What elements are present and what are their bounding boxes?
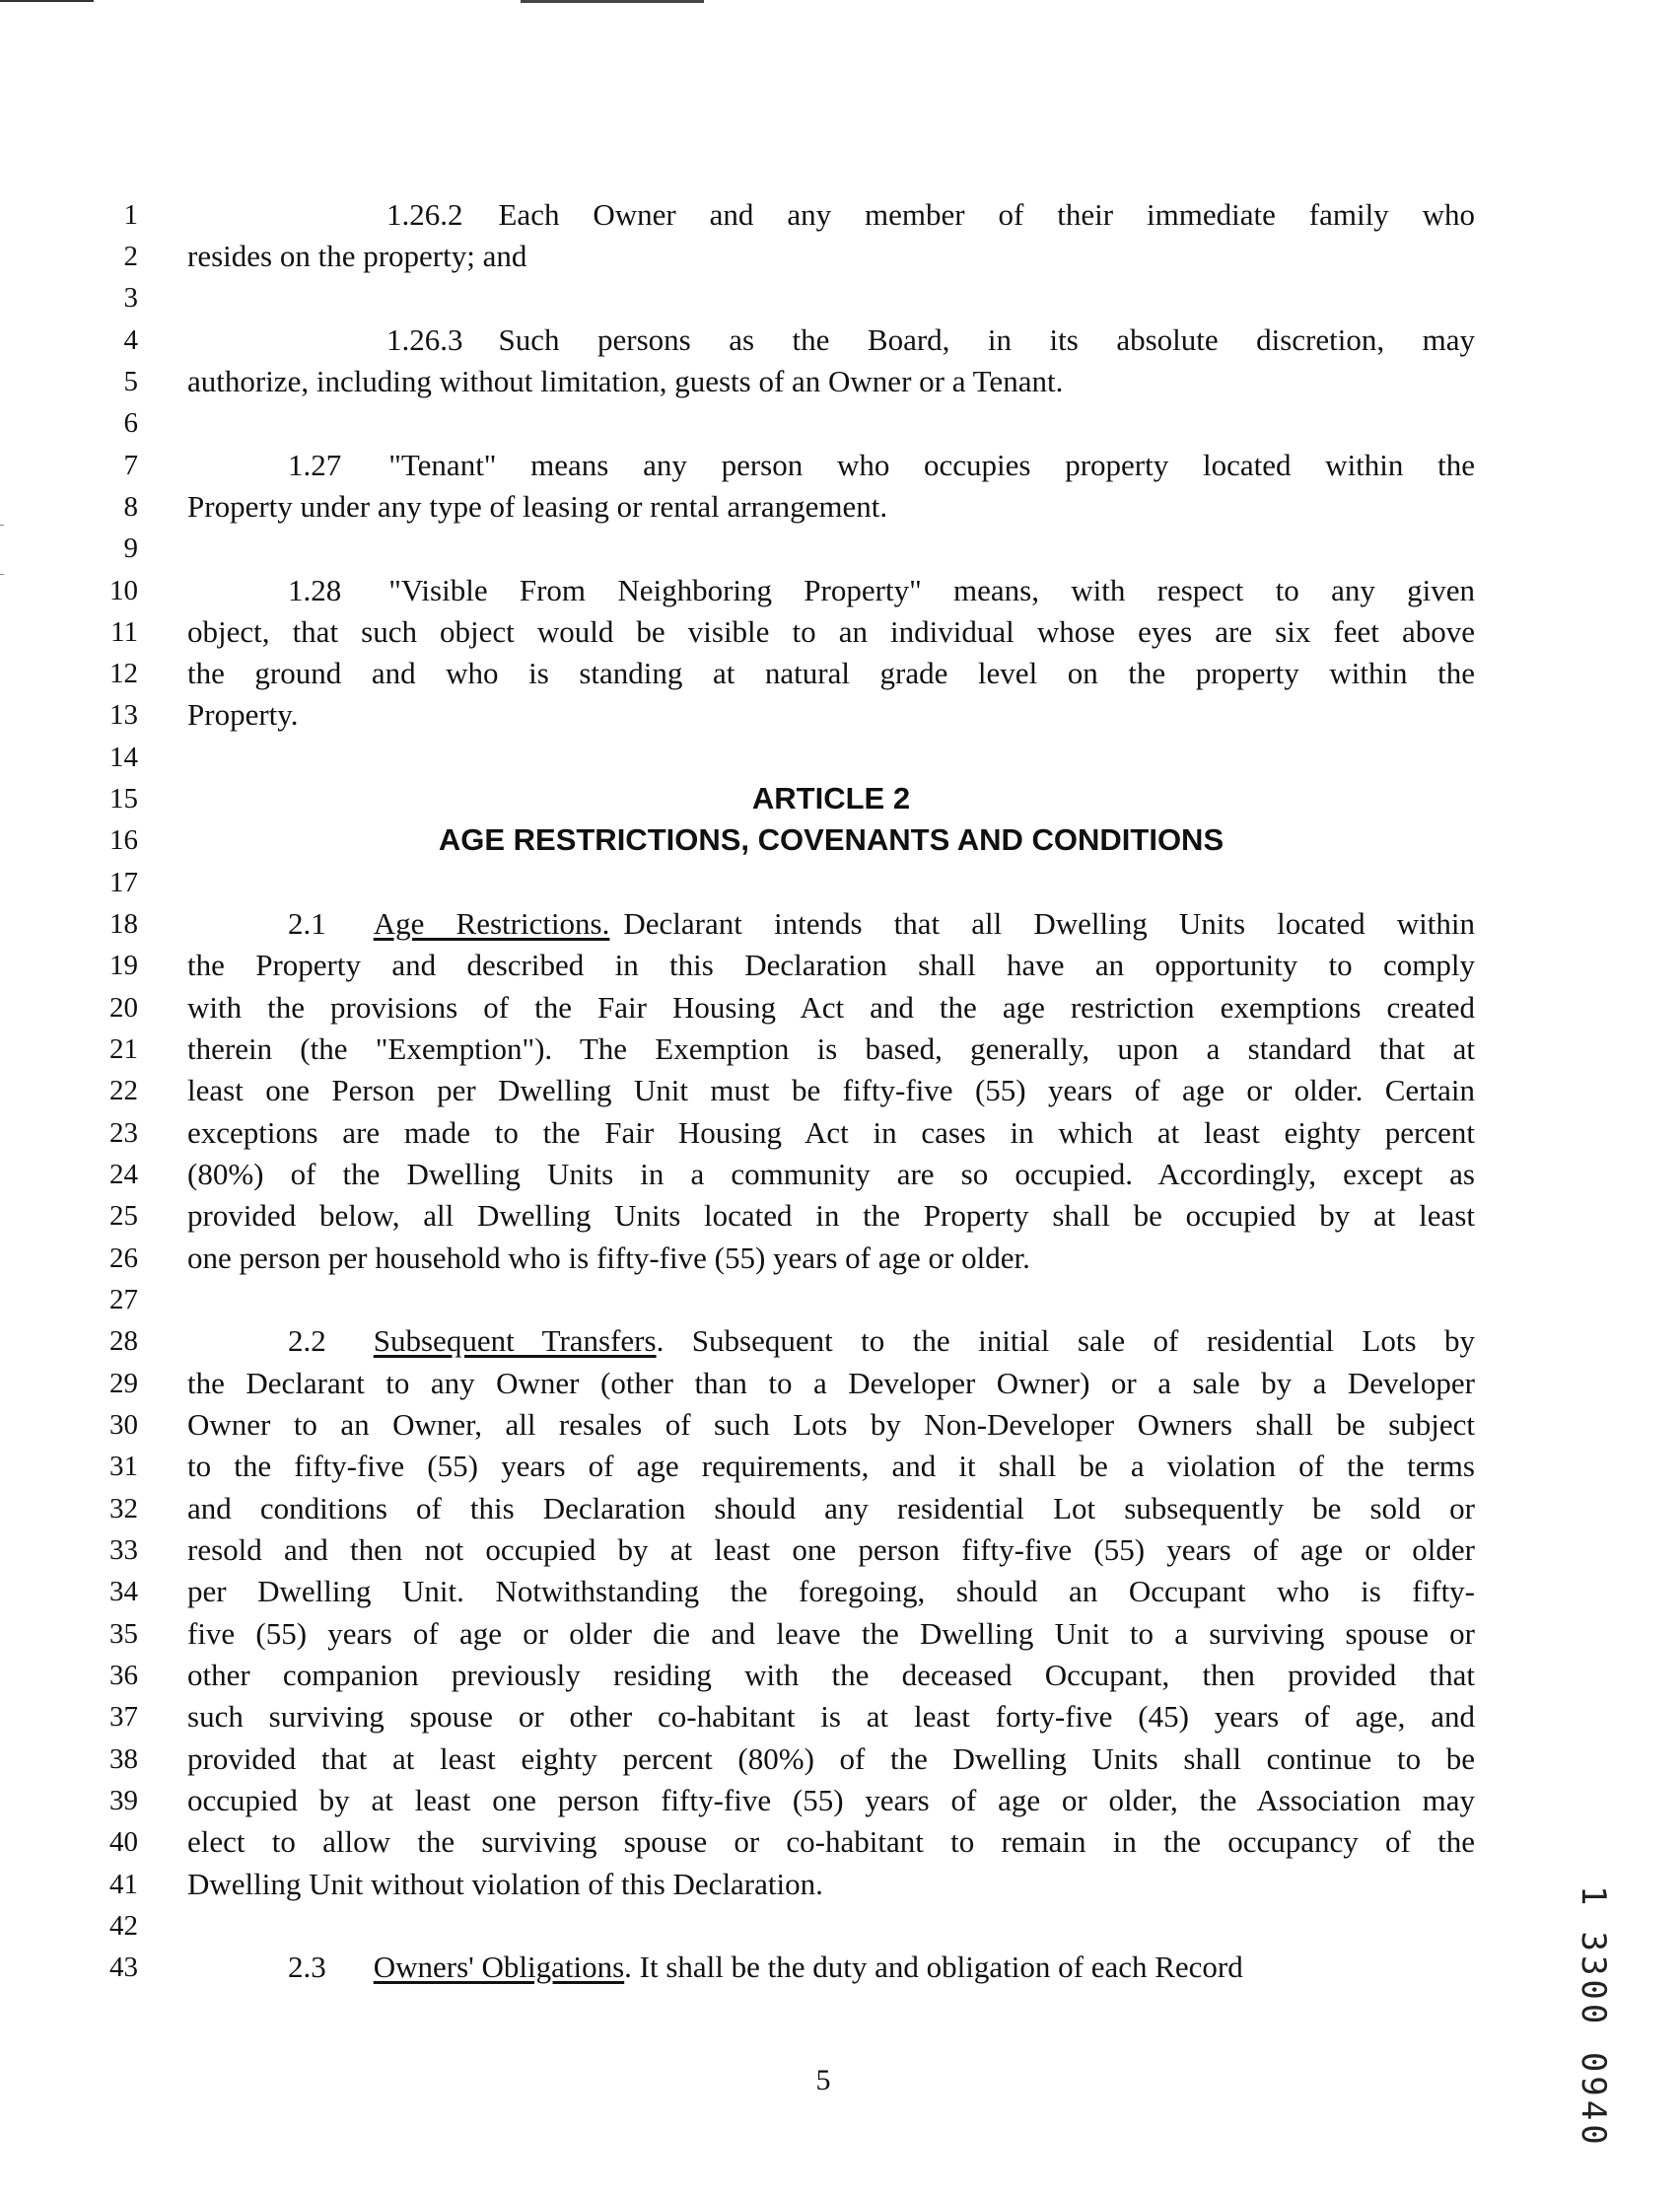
line-number: 14 <box>109 742 138 773</box>
article-heading: ARTICLE 2 <box>751 781 911 815</box>
text-line <box>288 570 1475 611</box>
line-number: 30 <box>109 1409 138 1441</box>
margin-tick <box>0 574 4 575</box>
line-number: 41 <box>109 1869 138 1900</box>
top-scan-mark <box>521 0 704 3</box>
section-title: Subsequent Transfers <box>373 1323 657 1358</box>
section-number: 2.2 <box>288 1323 326 1358</box>
text-line <box>288 1947 1422 1988</box>
line-number: 19 <box>109 950 138 981</box>
line-text: . Subsequent to the initial sale of residential Lots by <box>656 1323 1475 1358</box>
section-number: 2.3 <box>288 1950 326 1984</box>
line-number: 9 <box>123 532 138 564</box>
line-number: 12 <box>109 658 138 689</box>
text-line: Property. <box>187 697 299 732</box>
text-line <box>386 319 1475 361</box>
margin-tick <box>0 525 4 526</box>
text-line <box>288 903 1475 945</box>
line-number: 24 <box>109 1159 138 1190</box>
line-number: 17 <box>109 867 138 898</box>
line-number: 18 <box>109 908 138 940</box>
text-line: five (55) years of age or older die and leave the Dwelling Unit to a surviving spouse or <box>187 1616 1475 1651</box>
line-number: 20 <box>109 992 138 1024</box>
line-number: 40 <box>109 1826 138 1858</box>
line-text: . It shall be the duty and obligation of each Record <box>624 1950 1243 1984</box>
text-line: occupied by at least one person fifty-five (55) years of age or older, the Association may <box>187 1783 1475 1817</box>
line-text: Such persons as the Board, in its absolute discretion, may <box>498 322 1475 357</box>
line-text: Each Owner and any member of their immediate family who <box>498 197 1475 232</box>
line-number: 15 <box>109 783 138 815</box>
text-line: authorize, including without limitation, guests of an Owner or a Tenant. <box>187 364 1064 398</box>
text-line: the Declarant to any Owner (other than to a Developer Owner) or a sale by a Developer <box>187 1366 1475 1400</box>
line-number: 26 <box>109 1242 138 1274</box>
line-number: 42 <box>109 1910 138 1942</box>
text-line: therein (the "Exemption"). The Exemption is based, generally, upon a standard that at <box>187 1031 1475 1066</box>
line-number: 3 <box>123 282 138 314</box>
text-line: such surviving spouse or other co-habitant is at least forty-five (45) years of age, and <box>187 1699 1475 1734</box>
line-number: 35 <box>109 1618 138 1650</box>
section-number: 1.28 <box>288 573 342 607</box>
text-line: the ground and who is standing at natural grade level on the property within the <box>187 656 1475 690</box>
line-number: 8 <box>123 491 138 523</box>
top-edge-rule <box>0 0 94 2</box>
text-line: to the fifty-five (55) years of age requirements, and it shall be a violation of the terms <box>187 1449 1475 1483</box>
text-line: the Property and described in this Declaration shall have an opportunity to comply <box>187 948 1475 982</box>
line-text: Declarant intends that all Dwelling Units located within <box>623 906 1475 941</box>
line-number: 32 <box>109 1493 138 1524</box>
section-number: 1.26.3 <box>386 322 463 357</box>
text-line: resides on the property; and <box>187 239 527 273</box>
text-line <box>288 445 1475 486</box>
text-line <box>386 194 1475 236</box>
line-number: 7 <box>123 450 138 481</box>
page-number: 5 <box>815 2064 831 2096</box>
text-line: provided below, all Dwelling Units located in the Property shall be occupied by at least <box>187 1198 1475 1233</box>
text-line: Property under any type of leasing or rental arrangement. <box>187 489 888 524</box>
text-line: exceptions are made to the Fair Housing Act in cases in which at least eighty percent <box>187 1115 1475 1150</box>
line-number: 36 <box>109 1660 138 1691</box>
line-number: 11 <box>110 616 138 648</box>
line-number: 34 <box>109 1576 138 1607</box>
line-text: "Visible From Neighboring Property" means, with respect to any given <box>388 573 1475 607</box>
line-number: 13 <box>109 699 138 731</box>
text-line <box>288 1320 1475 1362</box>
text-line: Owner to an Owner, all resales of such Lots by Non-Developer Owners shall be subject <box>187 1407 1475 1442</box>
article-title: AGE RESTRICTIONS, COVENANTS AND CONDITIONS <box>438 822 1225 857</box>
section-number: 2.1 <box>288 906 326 941</box>
line-number: 33 <box>109 1534 138 1566</box>
line-number: 16 <box>109 824 138 856</box>
line-number: 1 <box>123 199 138 231</box>
text-line: resold and then not occupied by at least one person fifty-five (55) years of age or older <box>187 1532 1475 1567</box>
text-line: per Dwelling Unit. Notwithstanding the foregoing, should an Occupant who is fifty- <box>187 1574 1475 1608</box>
line-number: 31 <box>109 1451 138 1482</box>
text-line: with the provisions of the Fair Housing Act and the age restriction exemptions created <box>187 990 1475 1025</box>
line-number: 23 <box>109 1117 138 1149</box>
line-number: 4 <box>123 324 138 356</box>
section-number: 1.27 <box>288 448 342 482</box>
text-line: (80%) of the Dwelling Units in a community are so occupied. Accordingly, except as <box>187 1157 1475 1191</box>
line-number: 21 <box>109 1033 138 1065</box>
stamp-prefix: 1 <box>1574 1885 1613 1910</box>
line-number: 27 <box>109 1284 138 1315</box>
text-line: Dwelling Unit without violation of this Declaration. <box>187 1867 823 1901</box>
line-number: 25 <box>109 1200 138 1232</box>
line-number: 10 <box>109 575 138 606</box>
line-number: 5 <box>123 366 138 397</box>
text-line: and conditions of this Declaration should any residential Lot subsequently be sold or <box>187 1491 1475 1525</box>
section-number: 1.26.2 <box>386 197 463 232</box>
line-number: 2 <box>123 241 138 272</box>
text-line: least one Person per Dwelling Unit must be fifty-five (55) years of age or older. Certain <box>187 1073 1475 1107</box>
text-line: one person per household who is fifty-five (55) years of age or older. <box>187 1241 1030 1275</box>
line-number: 6 <box>123 407 138 439</box>
text-line: other companion previously residing with the deceased Occupant, then provided that <box>187 1658 1475 1692</box>
text-line: elect to allow the surviving spouse or co-habitant to remain in the occupancy of the <box>187 1824 1475 1859</box>
text-line: provided that at least eighty percent (80%) of the Dwelling Units shall continue to be <box>187 1741 1475 1776</box>
line-number: 39 <box>109 1785 138 1816</box>
text-line: object, that such object would be visible to an individual whose eyes are six feet above <box>187 614 1475 649</box>
recording-stamp <box>1574 1885 1613 2170</box>
line-number: 28 <box>109 1325 138 1357</box>
section-title: Owners' Obligations <box>373 1950 625 1984</box>
line-number: 38 <box>109 1743 138 1775</box>
line-number: 43 <box>109 1951 138 1983</box>
section-title: Age Restrictions. <box>373 906 610 941</box>
line-text: "Tenant" means any person who occupies property located within the <box>388 448 1475 482</box>
line-number: 29 <box>109 1368 138 1399</box>
stamp-number: 3300 0940 <box>1574 1931 1613 2149</box>
line-number: 37 <box>109 1701 138 1733</box>
line-number: 22 <box>109 1075 138 1106</box>
